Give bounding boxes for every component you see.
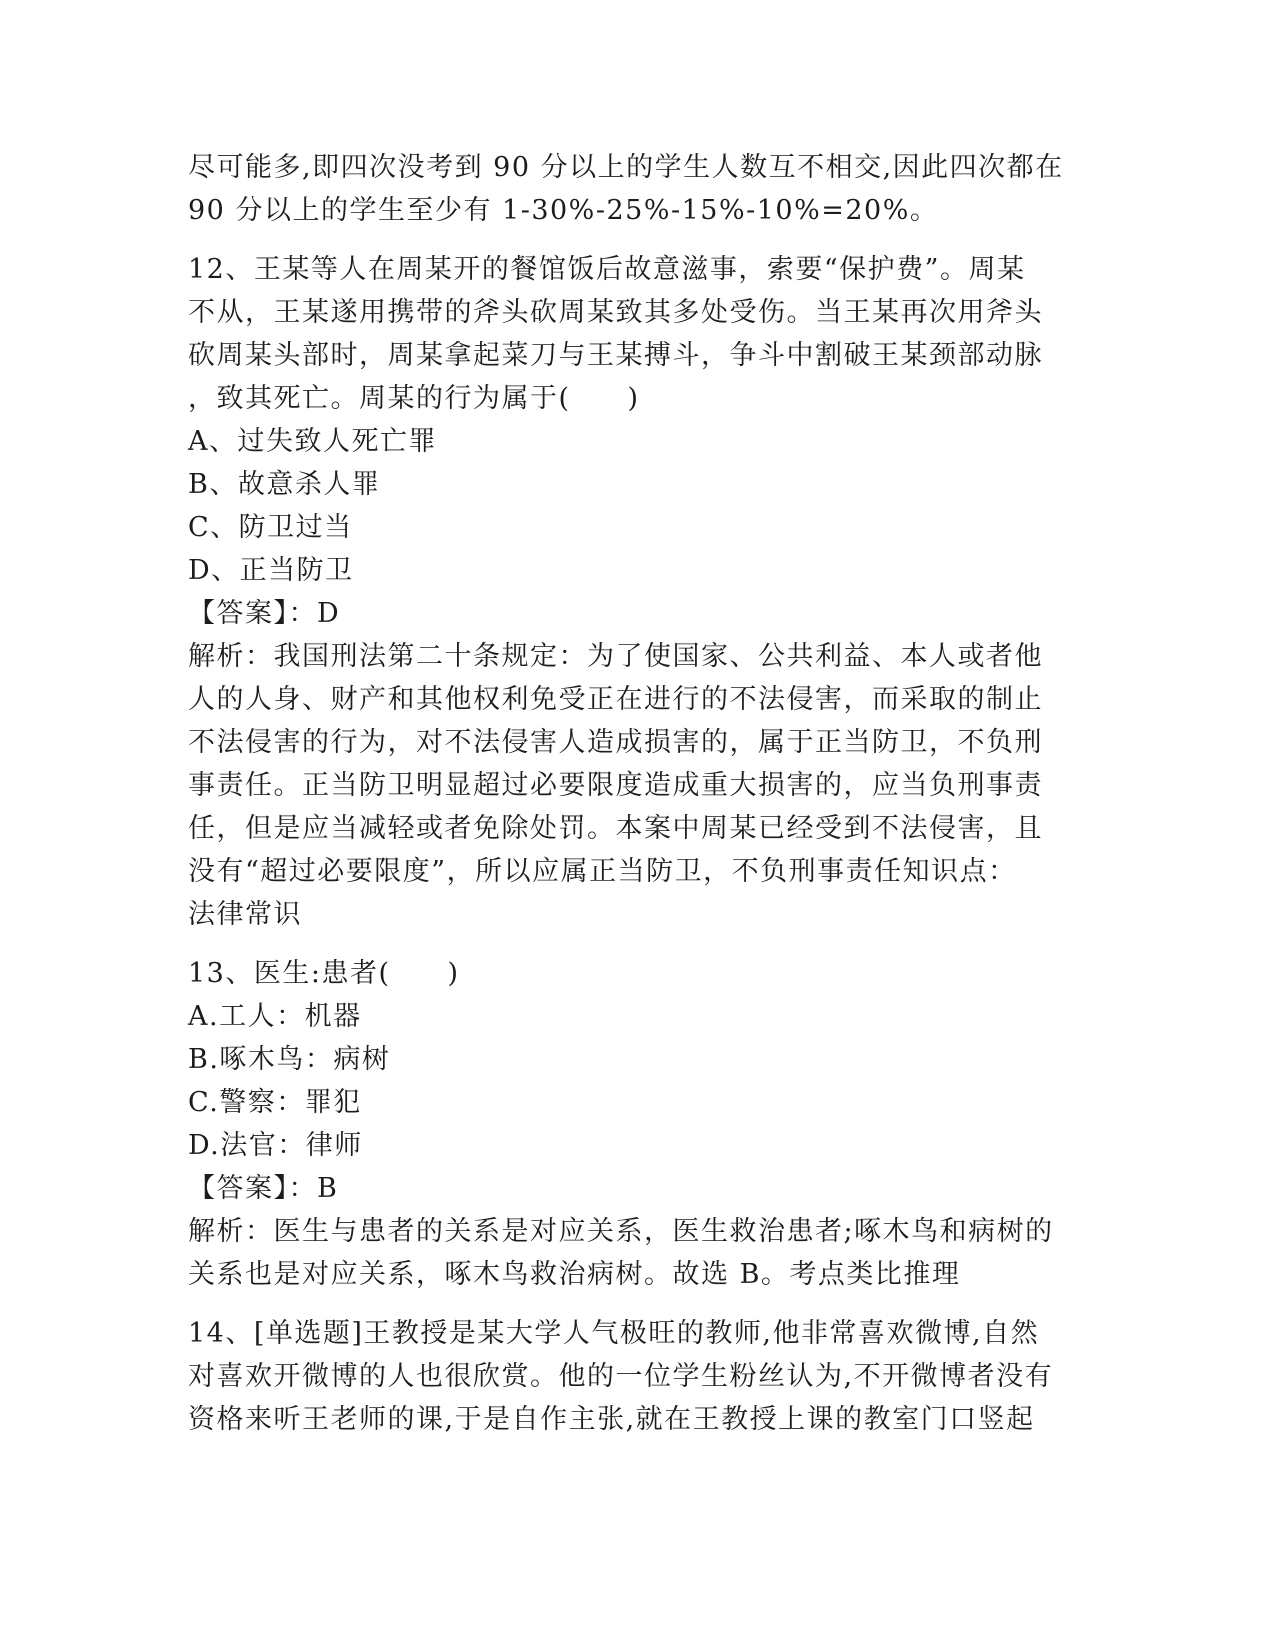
question-stem-line: 砍周某头部时，周某拿起菜刀与王某搏斗，争斗中割破王某颈部动脉 — [188, 340, 1043, 371]
option-d: D.法官：律师 — [188, 1130, 363, 1161]
analysis-line: 人的人身、财产和其他权利免受正在进行的不法侵害，而采取的制止 — [188, 684, 1043, 715]
question-14 — [188, 1312, 1088, 1441]
answer-line: 【答案】：B — [188, 1173, 339, 1204]
document-page — [188, 146, 1088, 1441]
text-line: 90 分以上的学生至少有 1-30%-25%-15%-10%=20%。 — [188, 195, 939, 226]
option-c: C.警察：罪犯 — [188, 1087, 362, 1118]
question-stem-line: 不从，王某遂用携带的斧头砍周某致其多处受伤。当王某再次用斧头 — [188, 297, 1043, 328]
question-stem-line: 对喜欢开微博的人也很欣赏。他的一位学生粉丝认为,不开微博者没有 — [188, 1361, 1054, 1392]
analysis-line: 不法侵害的行为，对不法侵害人造成损害的，属于正当防卫，不负刑 — [188, 727, 1043, 758]
option-d: D、正当防卫 — [188, 555, 354, 586]
analysis-line: 解析：医生与患者的关系是对应关系，医生救治患者;啄木鸟和病树的 — [188, 1216, 1054, 1247]
question-stem-line: 资格来听王老师的课,于是自作主张,就在王教授上课的教室门口竖起 — [188, 1404, 1035, 1435]
option-c: C、防卫过当 — [188, 512, 353, 543]
question-12 — [188, 248, 1088, 936]
option-b: B、故意杀人罪 — [188, 469, 381, 500]
question-stem-line: 14、[单选题]王教授是某大学人气极旺的教师,他非常喜欢微博,自然 — [188, 1318, 1040, 1349]
analysis-line: 任，但是应当减轻或者免除处罚。本案中周某已经受到不法侵害，且 — [188, 813, 1043, 844]
paragraph-gap — [188, 1296, 1088, 1312]
analysis-line: 事责任。正当防卫明显超过必要限度造成重大损害的，应当负刑事责 — [188, 770, 1043, 801]
question-stem-line: ，致其死亡。周某的行为属于( ) — [188, 383, 640, 414]
answer-line: 【答案】：D — [188, 598, 341, 629]
question-stem-line: 12、王某等人在周某开的餐馆饭后故意滋事，索要“保护费”。周某 — [188, 254, 1026, 285]
option-a: A.工人：机器 — [188, 1001, 362, 1032]
option-b: B.啄木鸟：病树 — [188, 1044, 391, 1075]
analysis-line: 关系也是对应关系，啄木鸟救治病树。故选 B。考点类比推理 — [188, 1259, 961, 1290]
analysis-line: 法律常识 — [188, 899, 302, 930]
text-line: 尽可能多,即四次没考到 90 分以上的学生人数互不相交,因此四次都在 — [188, 152, 1064, 183]
analysis-line: 解析：我国刑法第二十条规定：为了使国家、公共利益、本人或者他 — [188, 641, 1043, 672]
paragraph-gap — [188, 232, 1088, 248]
question-13 — [188, 952, 1088, 1296]
analysis-line: 没有“超过必要限度”，所以应属正当防卫，不负刑事责任知识点： — [188, 856, 1017, 887]
question-stem-line: 13、医生:患者( ) — [188, 958, 460, 989]
previous-answer-continuation — [188, 146, 1088, 232]
option-a: A、过失致人死亡罪 — [188, 426, 437, 457]
paragraph-gap — [188, 936, 1088, 952]
